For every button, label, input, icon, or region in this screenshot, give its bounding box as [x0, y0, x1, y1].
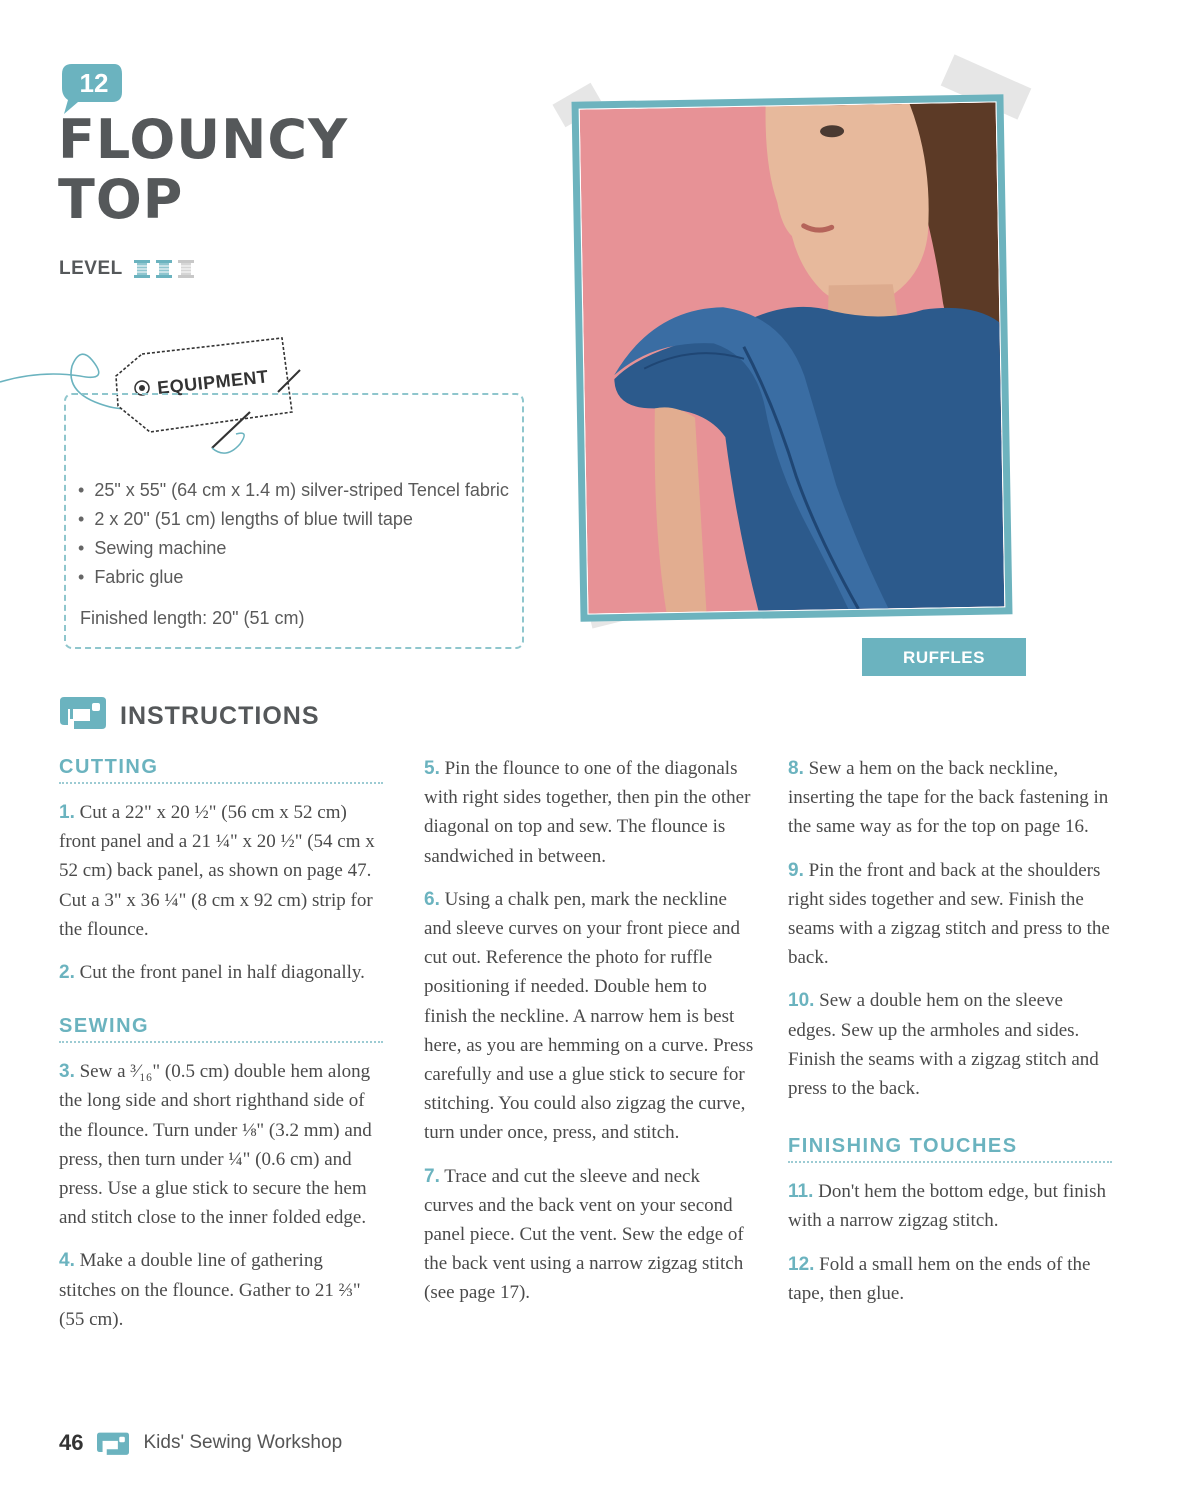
step-7: 7. Trace and cut the sleeve and neck curves and the back vent on your second panel piece. Cut the vent. Sew the edge of the back vent using a narrow zigzag stitch (see page 17).	[424, 1165, 744, 1304]
girl-in-flouncy-top-image	[580, 102, 1005, 613]
equipment-item: • 25" x 55" (64 cm x 1.4 m) silver-striped Tencel fabric	[78, 476, 509, 505]
spool-icon-filled	[155, 259, 173, 279]
section-cutting: CUTTING	[59, 754, 383, 784]
sewing-machine-icon	[60, 695, 106, 729]
step-11: 11. Don't hem the bottom edge, but finish with a narrow zigzag stitch.	[788, 1181, 1106, 1232]
section-finishing: FINISHING TOUCHES	[788, 1133, 1112, 1163]
page-title	[58, 110, 348, 230]
step-8: 8. Sew a hem on the back neckline, inserting the tape for the back fastening in the same way as for the top on page 16.	[788, 758, 1109, 838]
photo-frame	[571, 94, 1012, 621]
tag-label: EQUIPMENT	[156, 366, 270, 398]
equipment-item: • Sewing machine	[78, 534, 509, 563]
step-10: 10. Sew a double hem on the sleeve edges. Sew up the armholes and sides. Finish the seams with a zigzag stitch and press to the back.	[788, 990, 1099, 1100]
spool-icon-filled	[133, 259, 151, 279]
instructions-heading	[60, 692, 320, 731]
step-9: 9. Pin the front and back at the shoulders right sides together and sew. Finish the seams with a zigzag stitch and press to the back.	[788, 859, 1110, 969]
instructions-title: INSTRUCTIONS	[120, 702, 320, 730]
step-1: 1. Cut a 22" x 20 ½" (56 cm x 52 cm) front panel and a 21 ¼" x 20 ½" (54 cm x 52 cm) back panel, as shown on page 47. Cut a 3" x 36 ¼" (8 cm x 92 cm) strip for the flounce.	[59, 802, 375, 940]
step-4: 4. Make a double line of gathering stitches on the flounce. Gather to 21 ⅔" (55 cm).	[59, 1250, 361, 1330]
equipment-list	[78, 476, 509, 592]
instructions-column-2	[424, 754, 754, 1322]
equipment-item: • Fabric glue	[78, 563, 509, 592]
step-2: 2. Cut the front panel in half diagonally.	[59, 962, 365, 984]
instructions-column-1	[59, 754, 383, 1348]
photo-caption: RUFFLES	[862, 638, 1026, 676]
project-number: 12	[79, 68, 109, 98]
step-12: 12. Fold a small hem on the ends of the tape, then glue.	[788, 1253, 1091, 1304]
section-sewing: SEWING	[59, 1013, 383, 1043]
finished-length: Finished length: 20" (51 cm)	[80, 608, 305, 628]
instructions-column-3	[788, 754, 1112, 1322]
book-title: Kids' Sewing Workshop	[143, 1432, 343, 1453]
spool-icon-empty	[177, 259, 195, 279]
equipment-item: • 2 x 20" (51 cm) lengths of blue twill tape	[78, 505, 509, 534]
step-5: 5. Pin the flounce to one of the diagonals with right sides together, then pin the other diagonal on top and sew. The flounce is sandwiched in between.	[424, 758, 751, 867]
page-footer	[59, 1430, 342, 1456]
title-line-1: FLOUNCY	[58, 108, 349, 171]
step-6: 6. Using a chalk pen, mark the neckline and sleeve curves on your front piece and cut out. Reference the photo for ruffle positioning if needed. Double hem to finish the neckline. A narrow hem is best here, as you are hemming on a curve. Press carefully and use a glue stick to secure for stitching. You could also zigzag the curve, turn under once, press, and stitch.	[424, 888, 754, 1144]
page-number: 46	[59, 1430, 84, 1455]
level-indicator	[59, 258, 195, 280]
sewing-machine-icon	[97, 1431, 129, 1455]
title-line-2: TOP	[58, 168, 184, 231]
level-spools	[133, 259, 195, 279]
level-label: LEVEL	[59, 258, 123, 279]
step-3: 3. Sew a ³⁄₁₆" (0.5 cm) double hem along the long side and short righthand side of the flounce. Turn under ⅛" (3.2 mm) and press, then turn under ¼" (0.6 cm) and press. Use a glue stick to secure the hem and stitch close to the inner folded edge.	[59, 1061, 372, 1229]
project-photo	[580, 102, 1005, 613]
